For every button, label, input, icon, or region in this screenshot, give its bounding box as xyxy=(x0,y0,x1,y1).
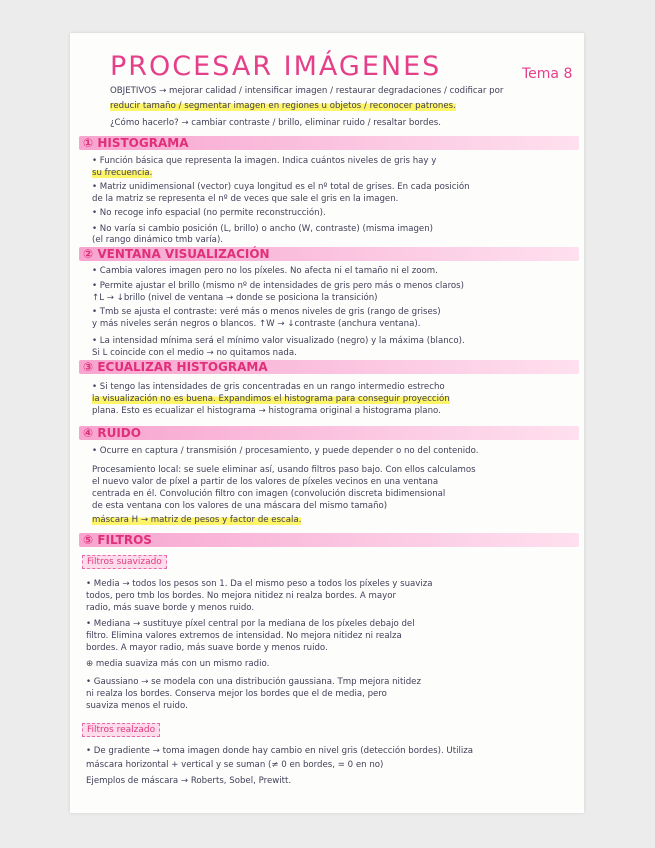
ventana-line: Si L coincide con el medio → no quitamos nada. xyxy=(92,348,297,358)
ventana-line: • Cambia valores imagen pero no los píxeles. No afecta ni el tamaño ni el zoom. xyxy=(92,266,438,276)
histograma-line: (el rango dinámico tmb varía). xyxy=(92,235,224,245)
ecualizar-line: la visualización no es buena. Expandimos el histograma para conseguir proyección xyxy=(92,394,450,404)
realzado-line: • De gradiente → toma imagen donde hay cambio en nivel gris (detección bordes). Utiliza xyxy=(86,746,474,756)
ecualizar-line: plana. Esto es ecualizar el histograma → histograma original a histograma plano. xyxy=(92,406,441,416)
histograma-line: • No varía si cambio posición (L, brillo) o ancho (W, contraste) (misma imagen) xyxy=(92,224,434,234)
suavizado-line: filtro. Elimina valores extremos de intensidad. No mejora nitidez ni realza xyxy=(86,631,402,641)
ruido-line: máscara H → matriz de pesos y factor de escala. xyxy=(92,515,302,525)
suavizado-line: suaviza menos el ruido. xyxy=(86,701,188,711)
ruido-line: Procesamiento local: se suele eliminar así, usando filtros paso bajo. Con ellos calculamos xyxy=(92,465,476,475)
objetivos-line-2: reducir tamaño / segmentar imagen en regiones u objetos / reconocer patrones. xyxy=(110,101,456,111)
objetivos-line-1: OBJETIVOS → mejorar calidad / intensificar imagen / restaurar degradaciones / codificar por xyxy=(110,86,504,96)
section-heading-ventana: ② VENTANA VISUALIZACIÓN xyxy=(83,247,270,261)
suavizado-line: • Mediana → sustituye píxel central por la mediana de los píxeles debajo del xyxy=(86,619,415,629)
section-bar-ruido xyxy=(79,426,579,440)
realzado-line: máscara horizontal + vertical y se suman (≠ 0 en bordes, = 0 en no) xyxy=(86,760,384,770)
ventana-line: • La intensidad mínima será el mínimo valor visualizado (negro) y la máxima (blanco). xyxy=(92,336,465,346)
suavizado-line: • Gaussiano → se modela con una distribución gaussiana. Tmp mejora nitidez xyxy=(86,677,421,687)
ventana-line: • Permite ajustar el brillo (mismo nº de intensidades de gris pero más o menos claros) xyxy=(92,281,464,291)
section-heading-histograma: ① HISTOGRAMA xyxy=(83,136,189,150)
section-heading-ecualizar: ③ ECUALIZAR HISTOGRAMA xyxy=(83,360,268,374)
suavizado-line: ⊕ media suaviza más con un mismo radio. xyxy=(86,659,270,669)
suavizado-line: todos, pero tmb los bordes. No mejora nitidez ni realza bordes. A mayor xyxy=(86,591,397,601)
realzado-line: Ejemplos de máscara → Roberts, Sobel, Prewitt. xyxy=(86,776,292,786)
ruido-line: • Ocurre en captura / transmisión / procesamiento, y puede depender o no del contenido. xyxy=(92,446,479,456)
section-heading-ruido: ④ RUIDO xyxy=(83,426,141,440)
subheading-realzado: Filtros realzado xyxy=(82,723,160,737)
ruido-line: de esta ventana con los valores de una máscara del mismo tamaño) xyxy=(92,501,388,511)
section-bar-filtros xyxy=(79,533,579,547)
histograma-line: • Matriz unidimensional (vector) cuya longitud es el nº total de grises. En cada posición xyxy=(92,182,470,192)
ventana-line: y más niveles serán negros o blancos. ↑W → ↓contraste (anchura ventana). xyxy=(92,319,421,329)
ruido-line: centrada en él. Convolución filtro con imagen (convolución discreta bidimensional xyxy=(92,489,446,499)
histograma-line: • No recoge info espacial (no permite reconstrucción). xyxy=(92,208,326,218)
suavizado-line: ni realza los bordes. Conserva mejor los bordes que el de media, pero xyxy=(86,689,387,699)
suavizado-line: bordes. A mayor radio, más suave borde y menos ruido. xyxy=(86,643,328,653)
histograma-line: de la matriz se representa el nº de veces que sale el gris en la imagen. xyxy=(92,194,399,204)
topic-number: Tema 8 xyxy=(522,66,573,82)
histograma-line: su frecuencia. xyxy=(92,168,153,178)
ruido-line: el nuevo valor de píxel a partir de los valores de píxeles vecinos en una ventana xyxy=(92,477,439,487)
ventana-line: ↑L → ↓brillo (nivel de ventana → donde se posiciona la transición) xyxy=(92,293,378,303)
ventana-line: • Tmb se ajusta el contraste: veré más o menos niveles de gris (rango de grises) xyxy=(92,307,441,317)
suavizado-line: radio, más suave borde y menos ruido. xyxy=(86,603,255,613)
subheading-suavizado: Filtros suavizado xyxy=(82,555,167,569)
section-heading-filtros: ⑤ FILTROS xyxy=(83,533,152,547)
notes-page xyxy=(70,33,584,813)
ecualizar-line: • Si tengo las intensidades de gris concentradas en un rango intermedio estrecho xyxy=(92,382,445,392)
suavizado-line: • Media → todos los pesos son 1. Da el mismo peso a todos los píxeles y suaviza xyxy=(86,579,433,589)
objetivos-line-3: ¿Cómo hacerlo? → cambiar contraste / brillo, eliminar ruido / resaltar bordes. xyxy=(110,118,441,128)
histograma-line: • Función básica que representa la imagen. Indica cuántos niveles de gris hay y xyxy=(92,156,437,166)
page-title: PROCESAR IMÁGENES xyxy=(110,51,442,82)
